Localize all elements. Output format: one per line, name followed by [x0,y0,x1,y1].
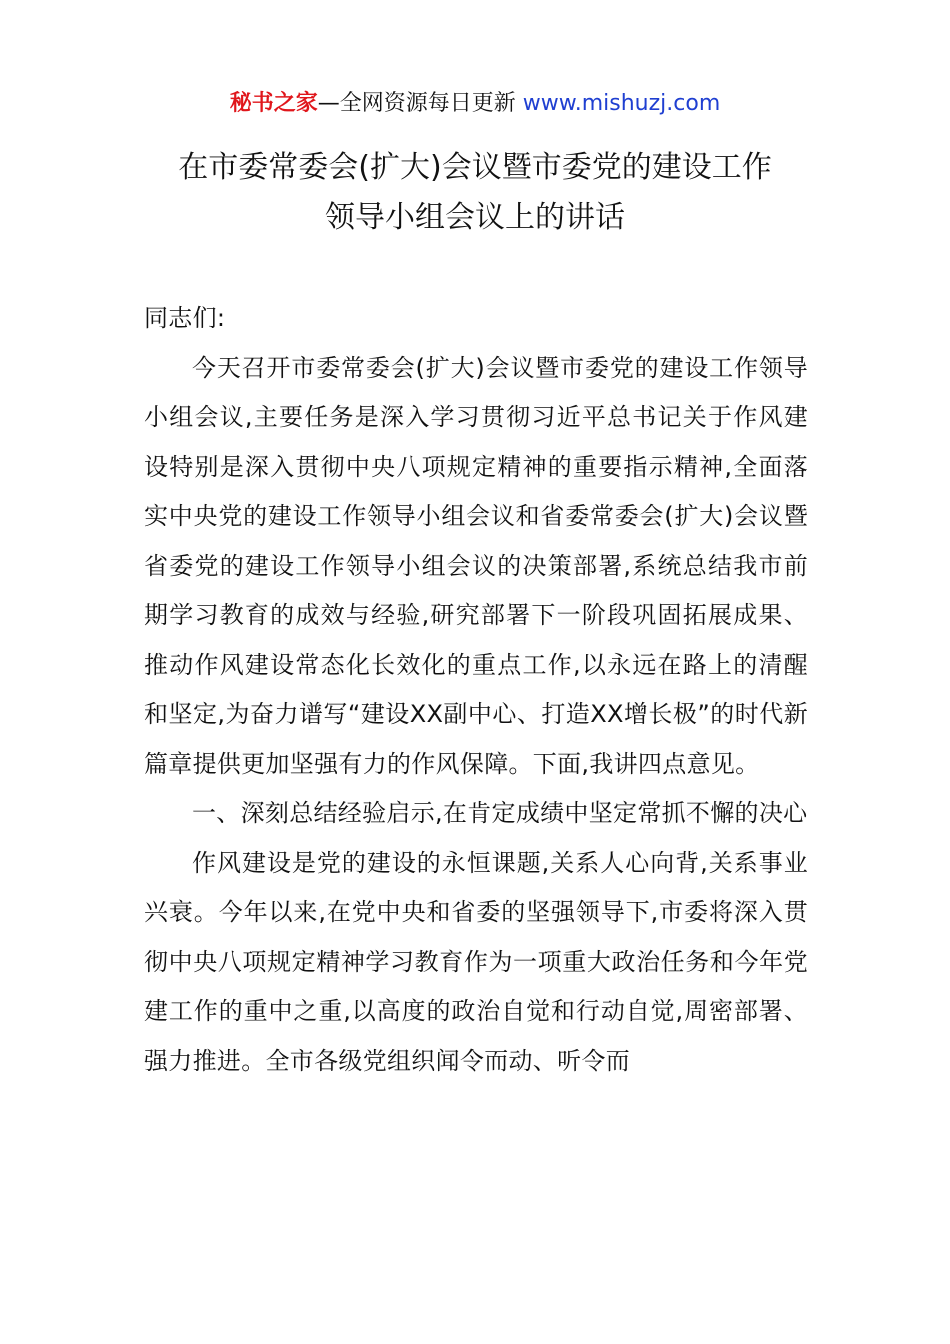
paragraph-intro: 今天召开市委常委会(扩大)会议暨市委党的建设工作领导小组会议,主要任务是深入学习贯彻习近平总书记关于作风建设特别是深入贯彻中央八项规定精神的重要指示精神,全面落实中央党的建设工作领导小组会议和省委常委会(扩大)会议暨省委党的建设工作领导小组会议的决策部署,系统总结我市前期学习教育的成效与经验,研究部署下一阶段巩固拓展成果、推动作风建设常态化长效化的重点工作,以永远在路上的清醒和坚定,为奋力谱写“建设XX副中心、打造XX增长极”的时代新篇章提供更加坚强有力的作风保障。下面,我讲四点意见。 [144,353,808,778]
salutation: 同志们: [144,304,226,332]
document-title-line-1: 在市委常委会(扩大)会议暨市委党的建设工作 [178,150,772,185]
document-title [100,143,850,243]
section-heading-1: 一、深刻总结经验启示,在肯定成绩中坚定常抓不懈的决心 [192,799,808,827]
document-body [144,294,808,1086]
site-header [0,86,950,122]
site-name: 秘书之家 [229,91,318,116]
paragraph-section-1: 作风建设是党的建设的永恒课题,关系人心向背,关系事业兴衰。今年以来,在党中央和省委的坚强领导下,市委将深入贯彻中央八项规定精神学习教育作为一项重大政治任务和今年党建工作的重中之重,以高度的政治自觉和行动自觉,周密部署、强力推进。全市各级党组织闻令而动、听令而 [144,848,808,1075]
site-tagline: —全网资源每日更新 [317,91,523,116]
document-title-line-2: 领导小组会议上的讲话 [325,200,625,235]
site-url-link[interactable]: www.mishuzj.com [522,91,721,116]
